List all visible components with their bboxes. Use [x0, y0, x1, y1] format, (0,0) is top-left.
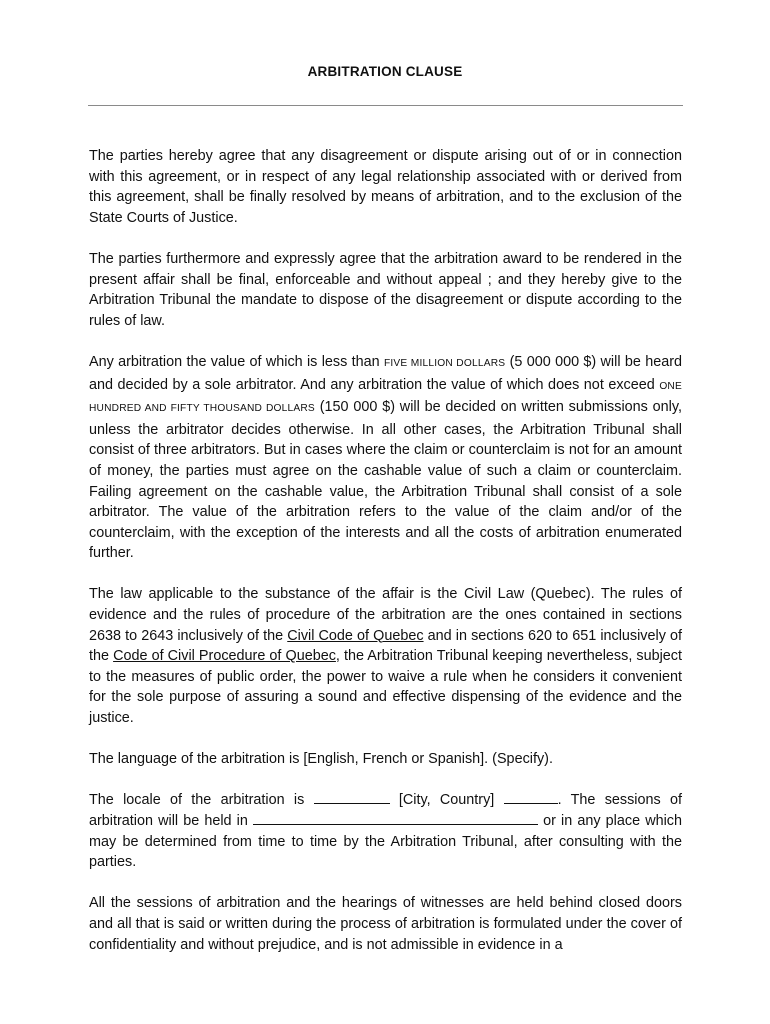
- paragraph-scope: The parties hereby agree that any disagreement or dispute arising out of or in connection with this agreement, or in respect of any legal relationship associated with or derived from this agreement, shall be finally resolved by means of arbitration, and to the exclusion of the State Courts of Justice.: [89, 148, 682, 226]
- paragraph-applicable-law: [89, 584, 682, 728]
- locale-blank: [314, 790, 390, 804]
- paragraph-locale: [89, 790, 682, 872]
- paragraph-text: (150 000 $) will be decided on written submissions only, unless the arbitrator decides otherwise. In all other cases, the Arbitration Tribunal shall consist of three arbitrators. But in cases where the claim or counterclaim is not for an amount of money, the parties must agree on the cashable value of such a claim or counterclaim. Failing agreement on the cashable value, the Arbitration Tribunal shall consist of a sole arbitrator. The value of the arbitration refers to the value of the claim and/or of the counterclaim, with the exception of the interests and all the costs of arbitration enumerated further.: [89, 399, 682, 562]
- document-body: [89, 146, 682, 976]
- paragraph-text: or in any place which may be determined from time to time by the Arbitration Tribunal, after consulting with the parties.: [89, 813, 682, 871]
- document-title: ARBITRATION CLAUSE: [307, 64, 463, 79]
- paragraph-text: The law applicable to the substance of the affair is the Civil Law (Quebec). The rules of evidence and the rules of procedure of the arbitration are the ones contained in sections 2638 to 2643 inclusively of the: [89, 586, 682, 644]
- civil-code-reference: Civil Code of Quebec: [287, 627, 424, 644]
- country-blank: [504, 790, 558, 804]
- paragraph-text: , the Arbitration Tribunal keeping nevertheless, subject to the measures of public order, the power to waive a rule when he considers it convenient for the sole purpose of assuring a sound and effective dispensing of the evidence and the justice.: [89, 648, 682, 727]
- paragraph-text: . The sessions of arbitration will be held in: [89, 792, 682, 829]
- paragraph-text: The locale of the arbitration is: [89, 792, 314, 809]
- paragraph-text: [City, Country]: [389, 792, 504, 809]
- title-divider: [88, 105, 683, 106]
- paragraph-text: and in sections 620 to 651 inclusively of the: [89, 627, 683, 665]
- amount-words: FIVE MILLION DOLLARS: [383, 357, 506, 369]
- civil-procedure-reference: Code of Civil Procedure of Quebec: [113, 648, 336, 665]
- paragraph-arbitrator-count: [89, 352, 682, 564]
- sessions-place-blank: [253, 811, 538, 825]
- paragraph-confidentiality: All the sessions of arbitration and the hearings of witnesses are held behind closed doors and all that is said or written during the process of arbitration is formulated under the cover of confidentiality and without prejudice, and is not admissible in evidence in a: [89, 895, 682, 953]
- paragraph-final-award: The parties furthermore and expressly agree that the arbitration award to be rendered in the present affair shall be final, enforceable and without appeal ; and they hereby give to the Arbitration Tribunal the mandate to dispose of the disagreement or dispute according to the rules of law.: [89, 250, 682, 329]
- amount-words: ONE HUNDRED AND FIFTY THOUSAND DOLLARS: [89, 380, 682, 415]
- paragraph-language: The language of the arbitration is [English, French or Spanish]. (Specify).: [89, 751, 553, 768]
- paragraph-text: Any arbitration the value of which is less than: [89, 353, 384, 370]
- paragraph-text: (5 000 000 $) will be heard and decided by a sole arbitrator. And any arbitration the value of which does not exceed: [89, 353, 682, 393]
